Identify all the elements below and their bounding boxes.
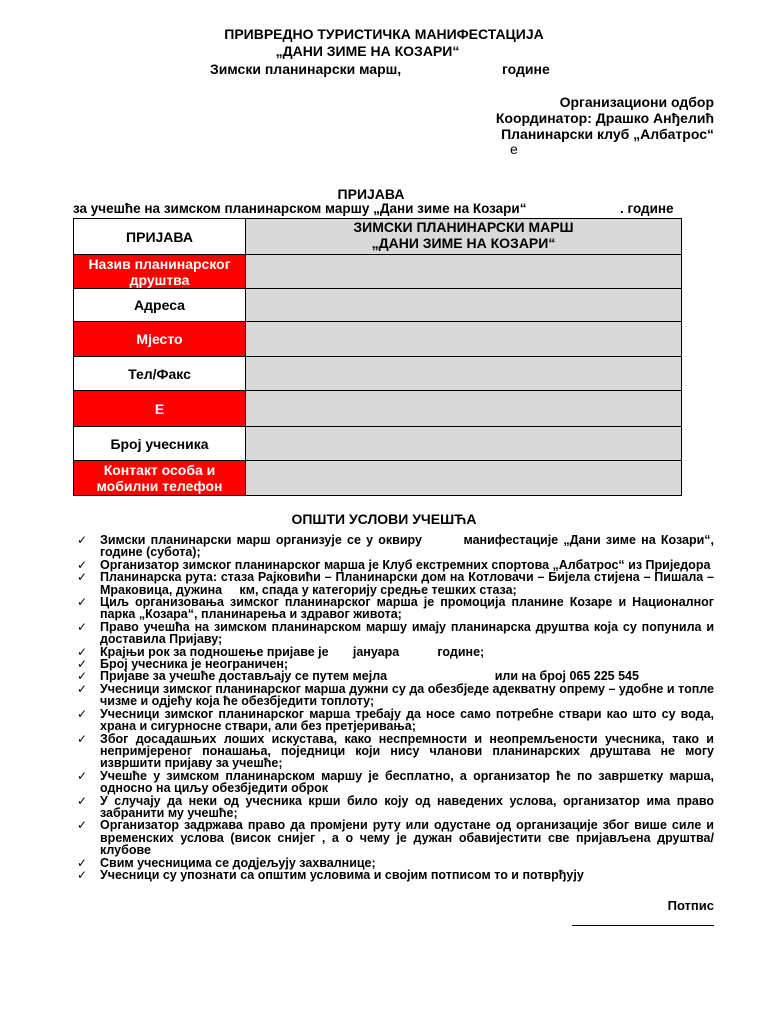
form-row: [74, 357, 682, 391]
signature-label: Потпис: [667, 898, 714, 913]
checkmark-icon: ✓: [77, 657, 88, 672]
checkmark-icon: ✓: [77, 557, 88, 572]
checkmark-icon: ✓: [77, 669, 88, 684]
condition-item: [77, 619, 718, 647]
checkmark-icon: ✓: [77, 768, 88, 783]
checkmark-icon: ✓: [77, 533, 88, 547]
condition-text: Због досадашњих лоших искустава, како неспремности и неопремљености учесника, тако и непримјереног понашања, поједници који нису чланови планинарских друштава не могу извршити пријаву за учешће;: [100, 731, 718, 771]
condition-text: Учесници су упознати са општим условима и својим потписом то и потврђују: [100, 867, 584, 882]
form-header-right-line1: ЗИМСКИ ПЛАНИНАРСКИ МАРШ: [353, 219, 574, 235]
conditions-title: ОПШТИ УСЛОВИ УЧЕШЋА: [291, 511, 477, 527]
condition-text: У случају да неки од учесника крши било коју од наведених услова, организатор има право забранити му учешће;: [100, 793, 718, 820]
form-field-club-name[interactable]: [246, 255, 682, 289]
checkmark-icon: ✓: [77, 595, 88, 610]
form-row: [74, 289, 682, 322]
form-row: [74, 427, 682, 461]
condition-item: [77, 681, 718, 709]
condition-text: Организатор зимског планинарског марша је Клуб екстремних спортова „Албатрос“ из Приједора: [100, 557, 711, 572]
condition-text: Учесници зимског планинарског марша дужни су да обезбједе адекватну опрему – удобне и топле чизме и одјећу која ће обезбједити топлоту;: [100, 681, 718, 709]
form-header-right: [246, 219, 682, 255]
application-form-table: [73, 218, 682, 496]
application-year-label: . године: [620, 201, 674, 216]
condition-item: [77, 595, 718, 622]
application-subtitle: за учешће на зимском планинарском маршу „Дани зиме на Козари“: [73, 201, 527, 216]
condition-item: [77, 570, 718, 597]
signature-line: [572, 925, 714, 926]
application-title: ПРИЈАВА: [337, 186, 405, 202]
condition-text: Учешће у зимском планинарском маршу је бесплатно, а организатор ће по завршетку марша, односно на циљу обезбједити оброк: [100, 768, 718, 796]
event-title: ПРИВРЕДНО ТУРИСТИЧКА МАНИФЕСТАЦИЈА: [224, 26, 544, 42]
organizer-coordinator: Координатор: Драшко Анђелић: [495, 110, 714, 126]
form-field-place[interactable]: [246, 322, 682, 357]
condition-item: [77, 793, 718, 820]
form-row: [74, 322, 682, 357]
condition-text: Планинарска рута: стаза Рајковићи – Планинарски дом на Котловачи – Бијела стијена – Пишала – Мраковица, дужина км, спада у категорију средње тешких стаза;: [100, 570, 718, 597]
condition-item: [77, 818, 718, 858]
event-name: „ДАНИ ЗИМЕ НА КОЗАРИ“: [275, 43, 460, 59]
form-label-email: Е: [74, 391, 246, 427]
condition-item: [77, 706, 718, 734]
form-header-right-line2: „ДАНИ ЗИМЕ НА КОЗАРИ“: [371, 235, 556, 251]
form-row: [74, 391, 682, 427]
form-label-contact-person: Контакт особа и мобилни телефон: [74, 461, 246, 496]
condition-text: Свим учесницима се додјељују захвалнице;: [100, 855, 376, 870]
form-row: [74, 255, 682, 289]
form-field-email[interactable]: [246, 391, 682, 427]
checkmark-icon: ✓: [77, 619, 88, 634]
condition-item: [77, 533, 756, 560]
form-label-phone-fax: Тел/Факс: [74, 357, 246, 391]
condition-text: Зимски планинарски марш организује се у оквиру манифестације „Дани зиме на Козари“, године (субота);: [100, 533, 756, 560]
form-header-row: [74, 219, 682, 255]
form-label-club-name: Назив планинарског друштва: [74, 255, 246, 289]
condition-item: [77, 869, 714, 881]
checkmark-icon: ✓: [77, 867, 88, 882]
condition-text: Пријаве за учешће достављају се путем мејла или на број 065 225 545: [100, 669, 639, 684]
form-field-contact-person[interactable]: [246, 461, 682, 496]
form-field-participant-count[interactable]: [246, 427, 682, 461]
checkmark-icon: ✓: [77, 855, 88, 870]
condition-text: Организатор задржава право да промјени руту или одустане од организације због више силе и временских услова (висок снијег , а о чему је дужан обавијестити све пријављена друштва/клубове: [100, 818, 718, 858]
form-field-address[interactable]: [246, 289, 682, 322]
checkmark-icon: ✓: [77, 793, 88, 808]
conditions-list: [77, 533, 756, 882]
checkmark-icon: ✓: [77, 706, 88, 721]
checkmark-icon: ✓: [77, 681, 88, 696]
condition-text: Право учешћа на зимском планинарском маршу имају планинарска друштва која су попунила и доставила Пријаву;: [100, 619, 718, 647]
organizer-committee: Организациони одбор: [559, 94, 714, 110]
form-field-phone-fax[interactable]: [246, 357, 682, 391]
condition-item: [77, 731, 718, 771]
checkmark-icon: ✓: [77, 818, 88, 833]
checkmark-icon: ✓: [77, 644, 88, 659]
condition-text: Крајњи рок за подношење пријаве је јануара године;: [100, 644, 485, 659]
organizer-email-label: e: [510, 141, 518, 157]
condition-text: Учесници зимског планинарског марша требају да носе само потребне ствари као што су вода, храна и сигурносне ствари, али без претјеривања;: [100, 706, 718, 734]
form-row: [74, 461, 682, 496]
condition-text: Циљ организовања зимског планинарског марша је промоција планине Козаре и Националног парка „Козара“, планинарења и здравог живота;: [100, 595, 718, 622]
event-year-label: године: [502, 61, 550, 77]
organizer-club: Планинарски клуб „Албатрос“: [501, 126, 714, 142]
condition-item: [77, 768, 718, 796]
form-label-participant-count: Број учесника: [74, 427, 246, 461]
checkmark-icon: ✓: [77, 731, 88, 746]
checkmark-icon: ✓: [77, 570, 88, 585]
form-label-place: Мјесто: [74, 322, 246, 357]
form-header-left: ПРИЈАВА: [74, 219, 246, 255]
event-subtitle: Зимски планинарски марш,: [210, 61, 402, 77]
condition-text: Број учесника је неограничен;: [100, 657, 289, 672]
form-label-address: Адреса: [74, 289, 246, 322]
